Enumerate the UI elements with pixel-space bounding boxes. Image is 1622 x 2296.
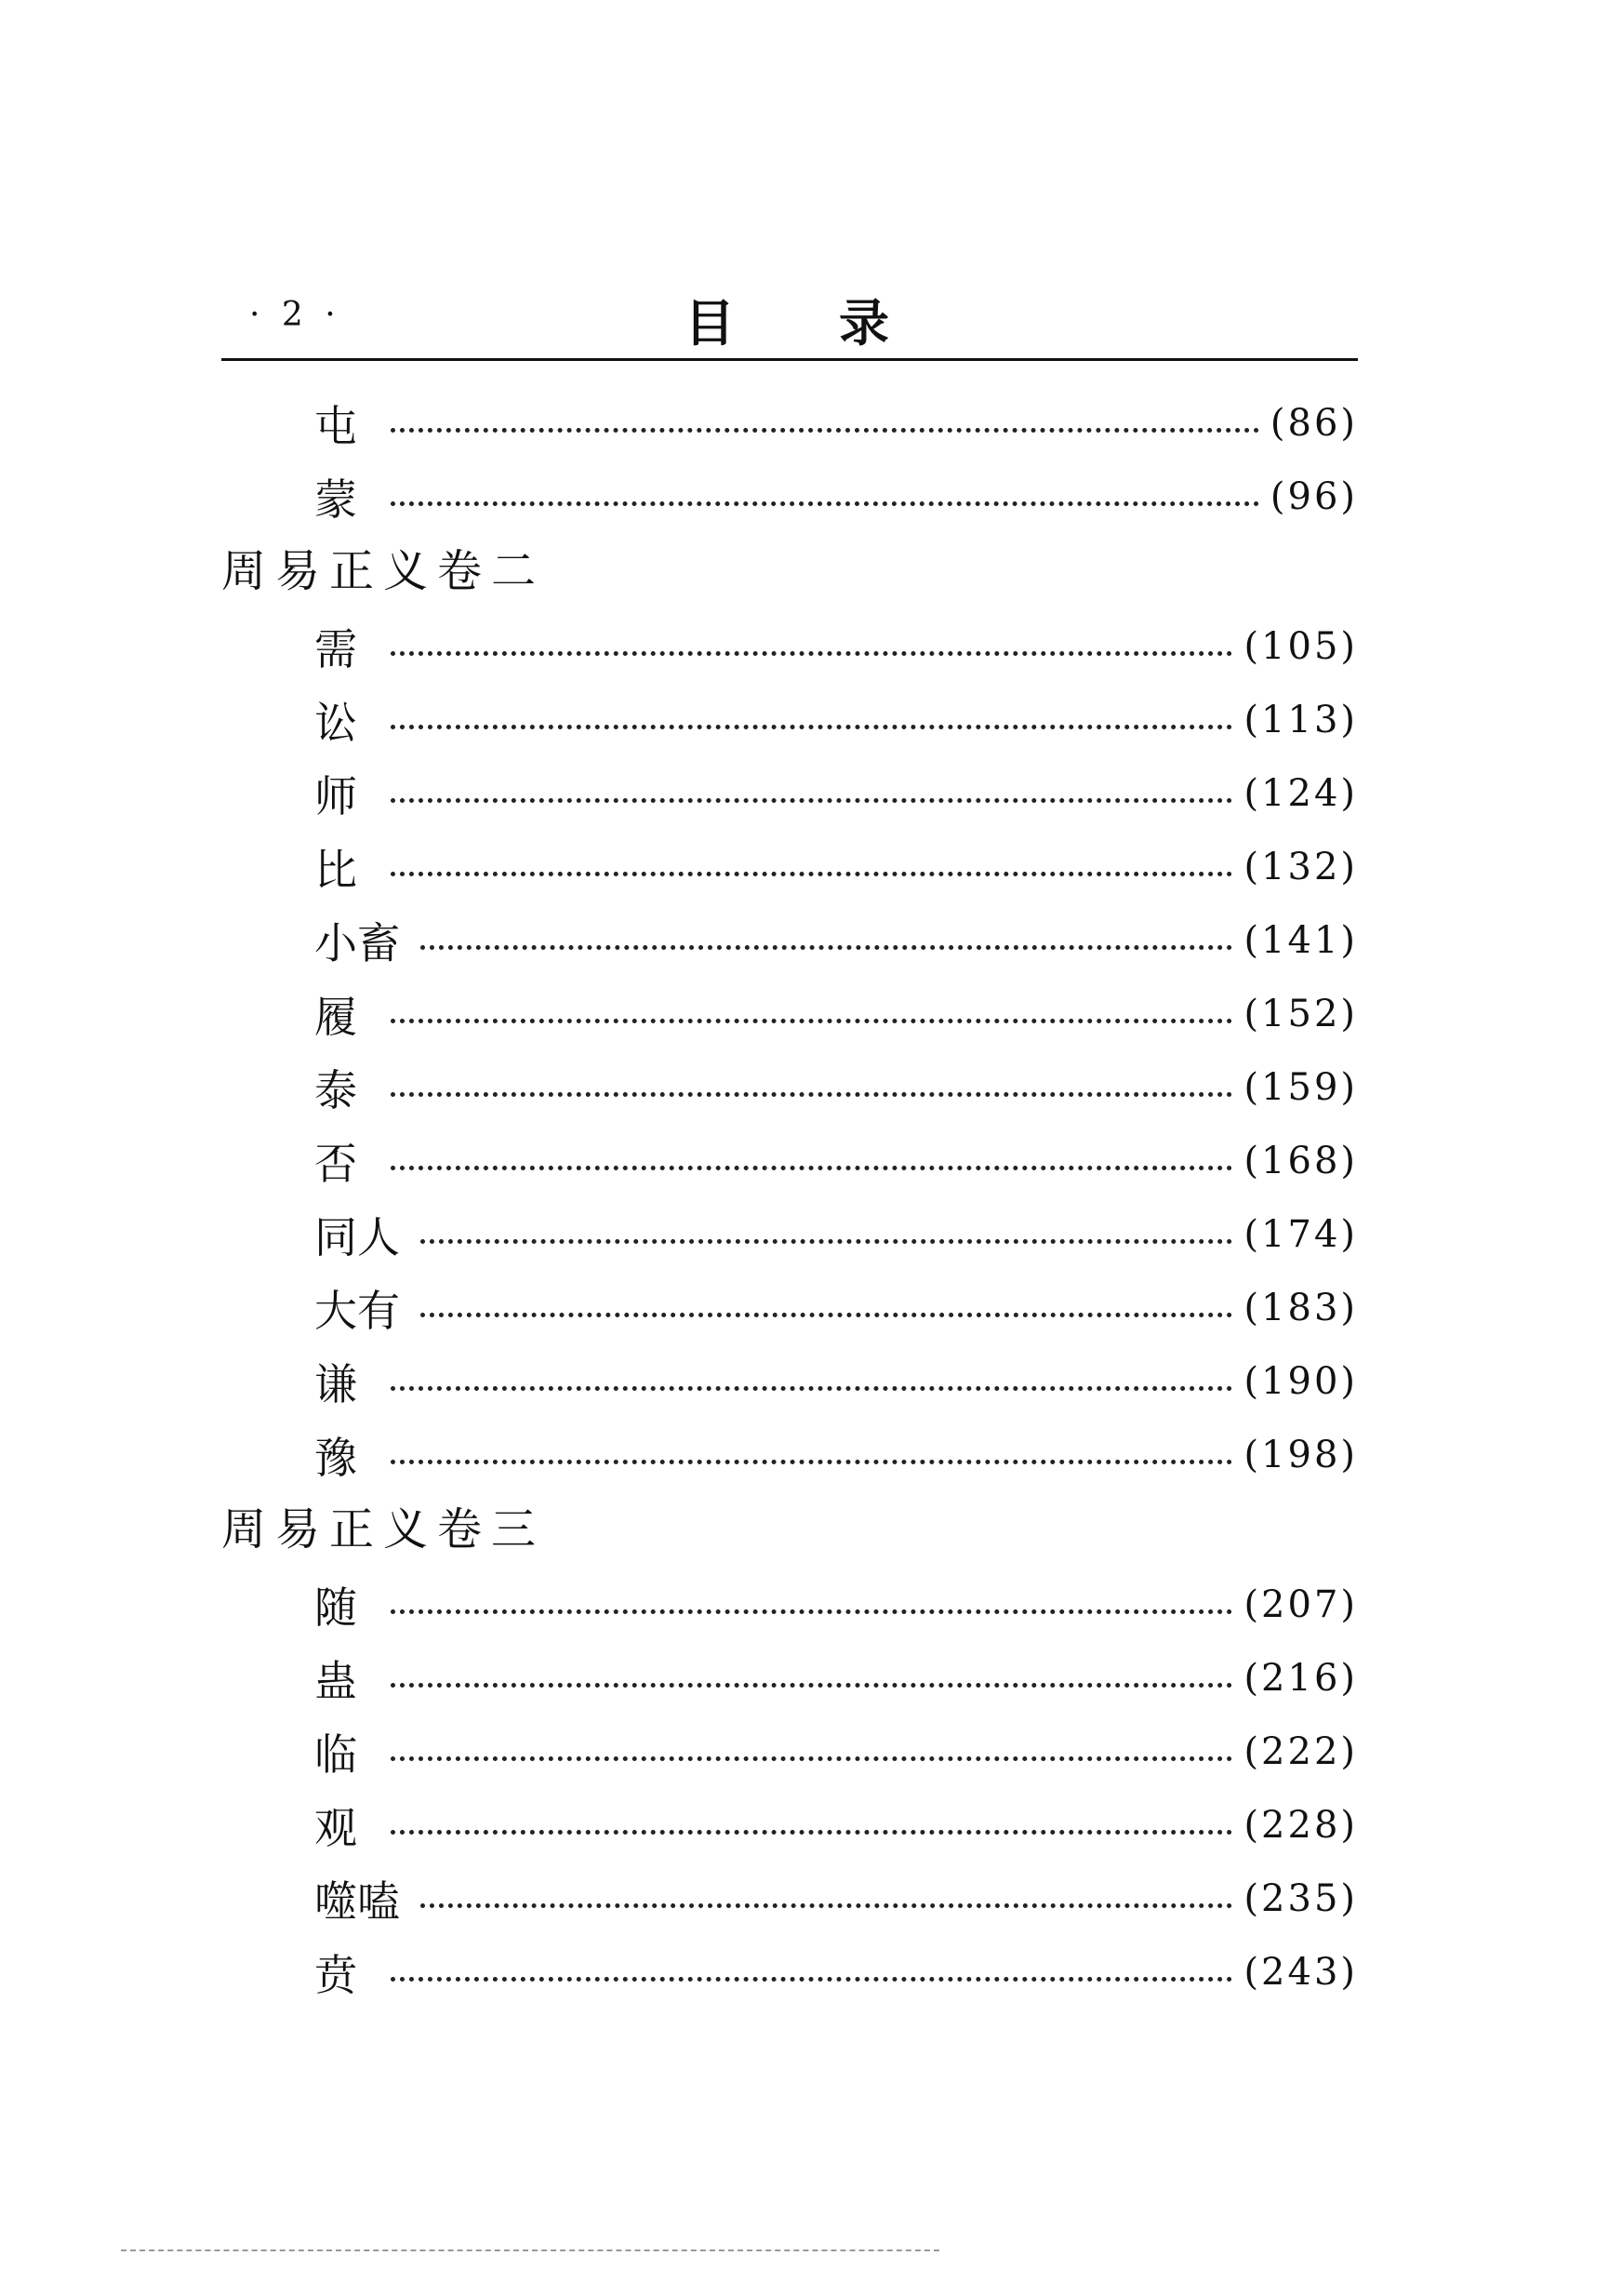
toc-entry[interactable] [221, 1271, 1358, 1344]
toc-entry[interactable] [221, 1197, 1358, 1271]
toc-entry-page: (222) [1243, 1729, 1358, 1773]
dot-leader [391, 1683, 1232, 1688]
toc-entry-page: (174) [1243, 1212, 1358, 1256]
toc-entry-name: 师 [314, 770, 357, 821]
dot-leader [391, 725, 1232, 729]
toc-entry[interactable] [221, 756, 1358, 830]
dot-leader [391, 1386, 1232, 1391]
dot-leader [391, 1977, 1232, 1982]
toc-entry[interactable] [221, 1641, 1358, 1715]
toc-entry[interactable] [221, 1418, 1358, 1491]
toc-entry[interactable] [221, 830, 1358, 903]
toc-entry-page: (207) [1243, 1582, 1358, 1626]
page-title: 目录 [685, 293, 993, 353]
toc-entry[interactable] [221, 1050, 1358, 1124]
toc-entry-name: 讼 [314, 697, 357, 748]
dot-leader [420, 1239, 1232, 1244]
toc-entry-name: 豫 [314, 1432, 357, 1483]
toc-entry[interactable] [221, 1862, 1358, 1935]
toc-entry-page: (216) [1243, 1656, 1358, 1700]
dot-leader [391, 651, 1232, 656]
toc-entry-page: (228) [1243, 1803, 1358, 1847]
toc-entry[interactable] [221, 1568, 1358, 1641]
dot-leader [391, 1609, 1232, 1614]
toc-entry-page: (168) [1243, 1139, 1358, 1182]
toc-entry-name: 同人 [314, 1211, 400, 1262]
toc-entry-page: (190) [1243, 1359, 1358, 1403]
toc-entry-page: (141) [1243, 918, 1358, 962]
toc-entry[interactable] [221, 903, 1358, 977]
toc-entry[interactable] [221, 609, 1358, 683]
toc-entry-page: (183) [1243, 1286, 1358, 1329]
page-number: · 2 · [249, 296, 341, 334]
dot-leader [391, 1830, 1232, 1835]
toc-entry-page: (124) [1243, 771, 1358, 815]
dot-leader [391, 1460, 1232, 1464]
toc-entry-page: (132) [1243, 845, 1358, 888]
toc-entry-name: 噬嗑 [314, 1876, 400, 1927]
dot-leader [391, 1019, 1232, 1023]
dot-leader [391, 798, 1232, 803]
section-heading-volume-2: 周易正义卷二 [221, 545, 546, 597]
toc-entry-page: (86) [1270, 401, 1358, 445]
toc-entry[interactable] [221, 1788, 1358, 1862]
dot-leader [391, 1756, 1232, 1761]
toc-entry[interactable] [221, 977, 1358, 1050]
toc-entry[interactable] [221, 1935, 1358, 2009]
toc-entry-page: (105) [1243, 624, 1358, 668]
toc-entry[interactable] [221, 683, 1358, 756]
toc-entry-name: 谦 [314, 1358, 357, 1409]
toc-entry-name: 屯 [314, 400, 357, 451]
dot-leader [420, 1903, 1232, 1908]
dot-leader [420, 945, 1232, 950]
toc-entry-name: 履 [314, 991, 357, 1042]
dot-leader [391, 501, 1259, 506]
toc-entry-page: (198) [1243, 1433, 1358, 1476]
toc-entry-name: 临 [314, 1729, 357, 1780]
toc-entry-name: 大有 [314, 1285, 400, 1336]
toc-entry-page: (159) [1243, 1065, 1358, 1109]
toc-entry-name: 贲 [314, 1949, 357, 2000]
toc-entry-page: (96) [1270, 474, 1358, 518]
toc-entry-name: 蒙 [314, 474, 357, 525]
toc-entry[interactable] [221, 460, 1358, 533]
toc-entry-name: 随 [314, 1582, 357, 1633]
toc-entry-page: (152) [1243, 992, 1358, 1035]
toc-entry-page: (243) [1243, 1950, 1358, 1994]
toc-entry[interactable] [221, 1715, 1358, 1788]
toc-entry-name: 观 [314, 1802, 357, 1853]
dot-leader [391, 872, 1232, 876]
toc-entry-name: 需 [314, 623, 357, 674]
scan-edge-line [121, 2249, 939, 2251]
header-rule [221, 358, 1358, 361]
toc-entry-name: 蛊 [314, 1655, 357, 1706]
toc-entry[interactable] [221, 386, 1358, 460]
toc-entry[interactable] [221, 1344, 1358, 1418]
toc-entry[interactable] [221, 1124, 1358, 1197]
dot-leader [391, 1166, 1232, 1170]
toc-entry-name: 否 [314, 1138, 357, 1189]
toc-entry-name: 泰 [314, 1064, 357, 1115]
dot-leader [391, 428, 1259, 433]
dot-leader [420, 1313, 1232, 1317]
toc-entry-name: 比 [314, 844, 357, 895]
section-heading-volume-3: 周易正义卷三 [221, 1503, 546, 1555]
toc-entry-page: (235) [1243, 1876, 1358, 1920]
dot-leader [391, 1092, 1232, 1097]
table-of-contents [221, 386, 1358, 2009]
toc-entry-name: 小畜 [314, 917, 400, 968]
toc-entry-page: (113) [1243, 698, 1358, 741]
